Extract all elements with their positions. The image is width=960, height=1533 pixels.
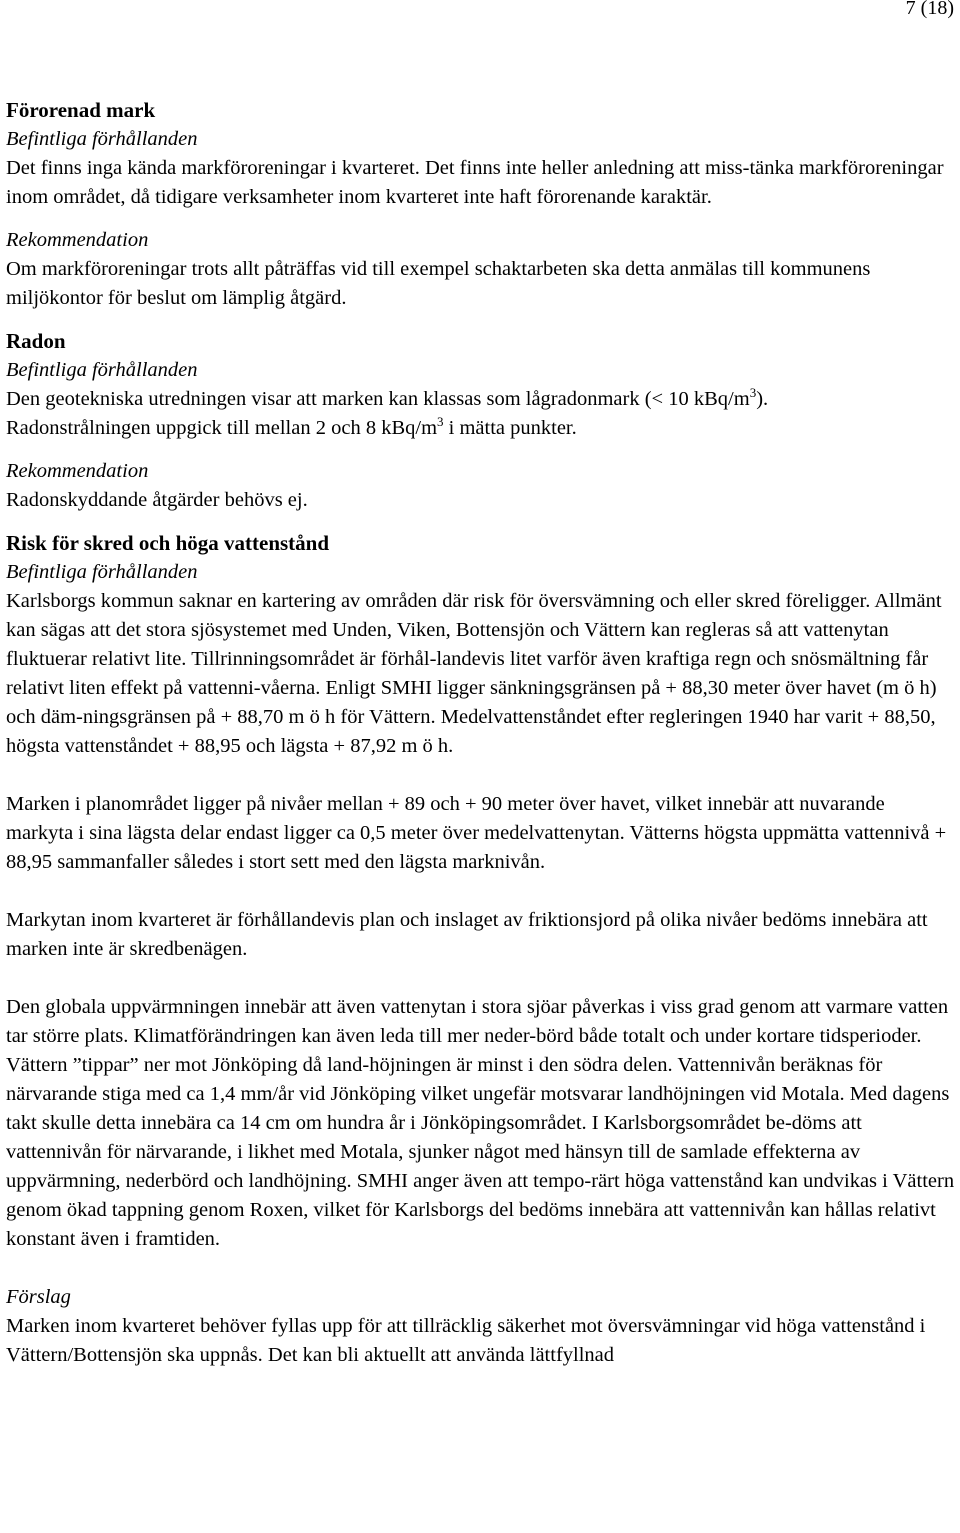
section-heading: Förorenad mark <box>6 98 156 122</box>
paragraph: Den globala uppvärmningen innebär att även vattenytan i stora sjöar påverkas i viss grad genom att varmare vatten tar större plats. Klimatförändringen kan även leda till mer neder-börd både totalt och under kortare tidsperioder. Vättern ”tippar” ner mot Jönköping då land-höjningen är minst i den södra delen. Vattennivån beräknas för närvarande stiga med ca 1,4 mm/år vid Jönköping vilket ungefär motsvarar landhöjningen vid Motala. Med dagens takt skulle detta innebära ca 14 cm om hundra år i Jönköpingsområdet. I Karlsborgsområdet be-döms att vattennivån för närvarande, i likhet med Motala, sjunker något med hänsyn till de samlade effekterna av uppvärmning, nederbörd och landhöjning. SMHI anger även att tempo-rärt höga vattenstånd kan undvikas i Vättern genom ökad tappning genom Roxen, vilket för Karlsborgs del bedöms innebära att vattennivån kan hållas relativt konstant även i framtiden. <box>6 996 955 1250</box>
section-radon <box>6 327 956 515</box>
text-run: ). <box>756 388 769 410</box>
text-run: i mätta punkter. <box>443 417 577 439</box>
paragraph: Marken i planområdet ligger på nivåer mellan + 89 och + 90 meter över havet, vilket innebär att nuvarande markyta i sina lägsta delar endast ligger ca 0,5 meter över medelvattenytan. Vätterns högsta uppmätta vattennivå + 88,95 sammanfaller således i stort sett med den lägsta marknivån. <box>6 793 947 873</box>
page-number: 7 (18) <box>905 0 954 19</box>
page-content <box>6 96 956 1370</box>
superscript: 3 <box>437 414 444 429</box>
section-heading: Radon <box>6 329 66 353</box>
subheading-existing-conditions: Befintliga förhållanden <box>6 359 198 381</box>
subheading-recommendation: Rekommendation <box>6 229 149 251</box>
paragraph: Markytan inom kvarteret är förhållandevis plan och inslaget av friktionsjord på olika nivåer bedöms innebära att marken inte är skredbenägen. <box>6 909 928 960</box>
subheading-recommendation: Rekommendation <box>6 460 149 482</box>
text-run: Den geotekniska utredningen visar att marken kan klassas som lågradonmark (< 10 kBq/m <box>6 388 750 410</box>
section-landslide-water-levels <box>6 529 956 1370</box>
paragraph: Radonskyddande åtgärder behövs ej. <box>6 489 308 511</box>
section-heading: Risk för skred och höga vattenstånd <box>6 531 330 555</box>
paragraph: Det finns inga kända markföroreningar i kvarteret. Det finns inte heller anledning att miss-tänka markföroreningar inom området, då tidigare verksamheter inom kvarteret inte haft förorenande karaktär. <box>6 157 944 208</box>
subheading-proposal: Förslag <box>6 1286 71 1308</box>
paragraph: Om markföroreningar trots allt påträffas vid till exempel schaktarbeten ska detta anmälas till kommunens miljökontor för beslut om lämplig åtgärd. <box>6 258 871 309</box>
paragraph: Marken inom kvarteret behöver fyllas upp för att tillräcklig säkerhet mot översvämningar vid höga vattenstånd i Vättern/Bottensjön ska uppnås. Det kan bli aktuellt att använda lättfyllnad <box>6 1315 926 1366</box>
paragraph: Karlsborgs kommun saknar en kartering av områden där risk för översvämning och eller skred föreligger. Allmänt kan sägas att det stora sjösystemet med Unden, Viken, Bottensjön och Vättern kan regleras så att vattenytan fluktuerar relativt lite. Tillrinningsområdet är förhål-landevis litet varför även kraftiga regn och snösmältning får relativt liten effekt på vattenni-våerna. Enligt SMHI ligger sänkningsgränsen på + 88,30 meter över havet (m ö h) och däm-ningsgränsen på + 88,70 m ö h för Vättern. Medelvattenståndet efter regleringen 1940 har varit + 88,50, högsta vattenståndet + 88,95 och lägsta + 87,92 m ö h. <box>6 590 942 757</box>
subheading-existing-conditions: Befintliga förhållanden <box>6 128 198 150</box>
superscript: 3 <box>749 385 757 400</box>
text-run: Radonstrålningen uppgick till mellan 2 och 8 kBq/m <box>6 417 438 439</box>
section-contaminated-soil <box>6 96 956 313</box>
paragraph <box>6 385 956 443</box>
subheading-existing-conditions: Befintliga förhållanden <box>6 561 198 583</box>
